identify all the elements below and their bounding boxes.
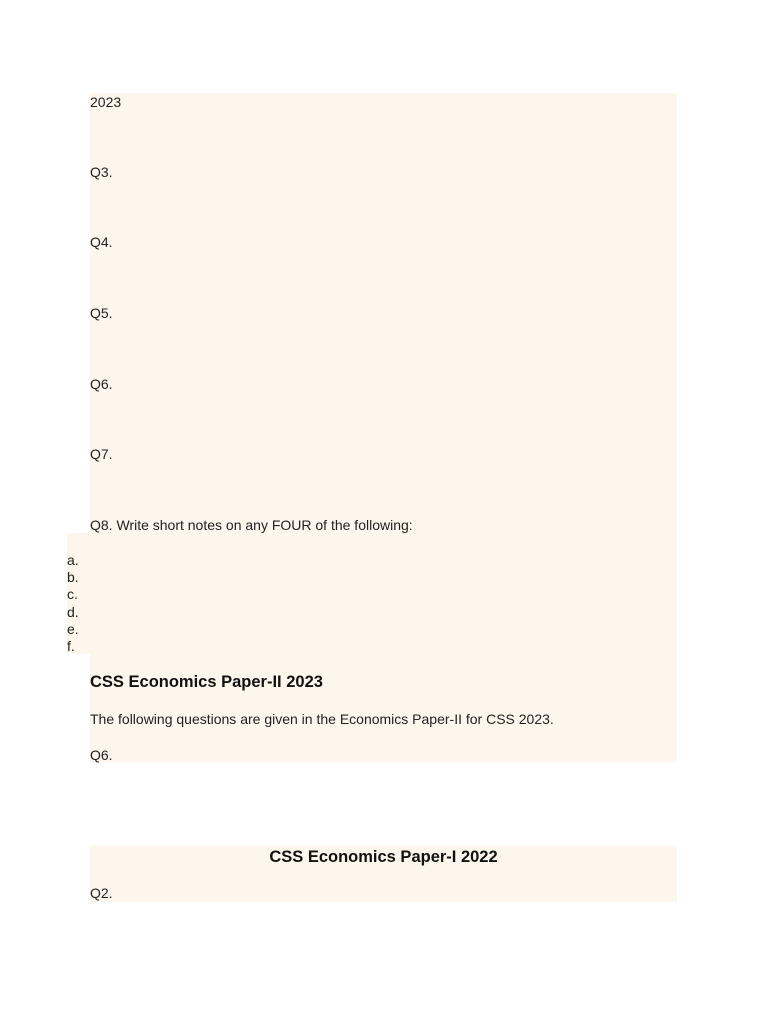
question-q6: Q6. — [90, 376, 113, 392]
short-notes-list — [67, 552, 79, 655]
list-marker: b. — [67, 569, 79, 586]
question-q5: Q5. — [90, 305, 113, 321]
list-marker: a. — [67, 552, 79, 568]
list-marker: f. — [67, 637, 75, 654]
list-marker: c. — [67, 586, 78, 603]
paper1-2022-question: Q2. — [90, 885, 113, 901]
list-block-2023 — [67, 533, 677, 654]
question-block-2023 — [90, 93, 677, 533]
paper2-block-2023 — [90, 654, 677, 762]
list-marker: e. — [67, 620, 79, 637]
paper2-2023-heading: CSS Economics Paper-II 2023 — [90, 673, 323, 691]
paper2-2023-question: Q6. — [90, 747, 113, 763]
list-marker: d. — [67, 603, 79, 620]
question-q7: Q7. — [90, 446, 113, 462]
question-q3: Q3. — [90, 164, 113, 180]
year-line: 2023 — [90, 94, 122, 110]
paper2-2023-intro: The following questions are given in the Economics Paper-II for CSS 2023. — [90, 711, 554, 727]
question-q8: Q8. Write short notes on any FOUR of the following: — [90, 517, 413, 533]
question-q4: Q4. — [90, 234, 113, 250]
paper1-2022-heading: CSS Economics Paper-I 2022 — [269, 848, 498, 866]
